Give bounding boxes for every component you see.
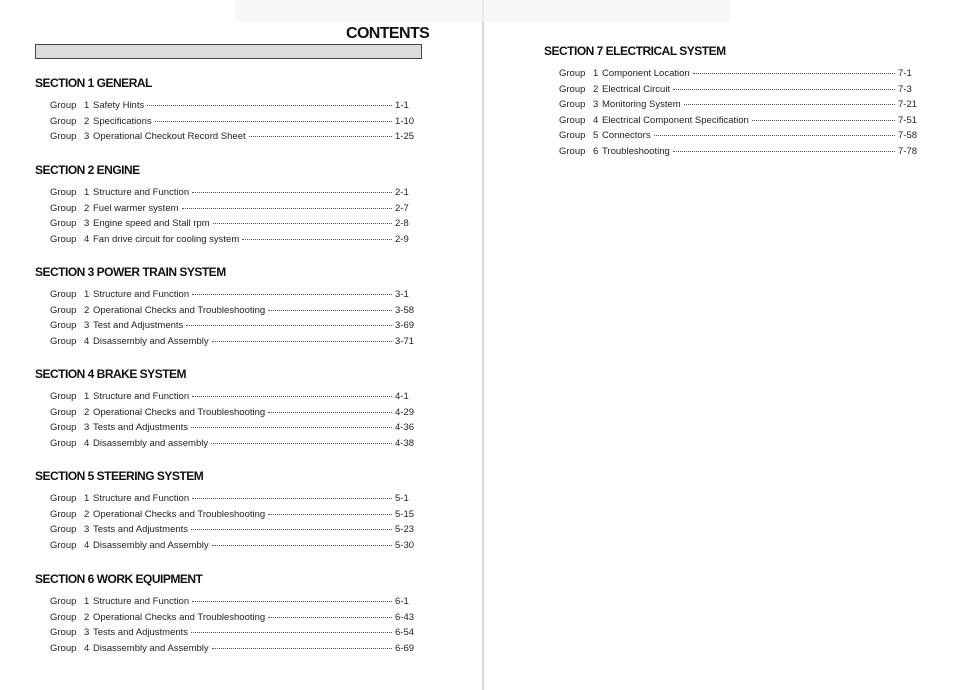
toc-entry[interactable] — [50, 405, 415, 421]
group-label: Group — [50, 406, 77, 418]
group-label: Group — [50, 437, 77, 449]
group-title: Tests and Adjustments — [93, 524, 189, 535]
group-label: Group — [50, 627, 77, 638]
group-title: Operational Checks and Troubleshooting — [93, 508, 266, 520]
page-number: 2-1 — [395, 187, 409, 198]
group-title: Tests and Adjustments — [93, 422, 189, 433]
dot-leader — [213, 222, 392, 224]
toc-entry[interactable] — [559, 97, 918, 113]
group-list — [50, 98, 415, 145]
section-title: SECTION 2 ENGINE — [35, 163, 140, 177]
page-number: 5-30 — [395, 539, 415, 551]
dot-leader — [684, 103, 895, 105]
group-number: 2 — [84, 508, 90, 520]
group-list — [50, 389, 415, 451]
group-label: Group — [559, 145, 586, 157]
group-list — [559, 66, 918, 159]
group-label: Group — [50, 493, 77, 504]
group-title: Fan drive circuit for cooling system — [93, 233, 240, 245]
scan-artifact — [235, 0, 730, 22]
page-number: 1-25 — [395, 131, 415, 142]
group-label: Group — [50, 202, 77, 214]
group-number: 4 — [84, 437, 90, 449]
section-title: SECTION 3 POWER TRAIN SYSTEM — [35, 265, 226, 279]
group-number: 4 — [593, 114, 599, 126]
dot-leader — [147, 104, 392, 106]
page-number: 4-29 — [395, 406, 415, 418]
dot-leader — [192, 191, 392, 193]
dot-leader — [268, 513, 392, 515]
group-label: Group — [50, 115, 77, 127]
dot-leader — [268, 616, 392, 618]
toc-section — [35, 75, 415, 145]
group-label: Group — [50, 289, 77, 300]
group-label: Group — [50, 508, 77, 520]
contents-title-bar — [35, 44, 422, 59]
dot-leader — [242, 238, 392, 240]
dot-leader — [693, 72, 895, 74]
toc-section — [35, 468, 415, 553]
page-number: 7-78 — [898, 145, 918, 157]
dot-leader — [192, 497, 392, 499]
section-title: SECTION 4 BRAKE SYSTEM — [35, 367, 187, 381]
group-list — [50, 287, 415, 349]
toc-entry[interactable] — [559, 66, 918, 82]
dot-leader — [191, 426, 392, 428]
toc-entry[interactable] — [50, 538, 415, 554]
page-number: 2-7 — [395, 202, 409, 214]
group-number: 1 — [84, 391, 90, 402]
toc-entry[interactable] — [559, 128, 918, 144]
group-label: Group — [50, 596, 77, 607]
dot-leader — [192, 395, 392, 397]
group-number: 3 — [84, 131, 90, 142]
page-number: 4-36 — [395, 422, 415, 433]
group-number: 2 — [84, 611, 90, 623]
group-title: Structure and Function — [93, 391, 190, 402]
page-number: 3-71 — [395, 335, 415, 347]
page-number: 2-9 — [395, 233, 409, 245]
group-label: Group — [50, 187, 77, 198]
group-number: 2 — [84, 304, 90, 316]
page-number: 2-8 — [395, 218, 409, 229]
page-number: 3-1 — [395, 289, 409, 300]
toc-section — [35, 264, 415, 349]
page-number: 7-58 — [898, 130, 918, 141]
toc-entry[interactable] — [50, 232, 415, 248]
group-label: Group — [50, 320, 77, 331]
toc-entry[interactable] — [559, 113, 918, 129]
toc-entry[interactable] — [559, 82, 918, 98]
page-number: 3-69 — [395, 320, 415, 331]
group-label: Group — [50, 100, 77, 111]
dot-leader — [212, 340, 392, 342]
group-title: Structure and Function — [93, 187, 190, 198]
section-title: SECTION 7 ELECTRICAL SYSTEM — [544, 44, 726, 58]
toc-entry[interactable] — [50, 436, 415, 452]
group-title: Troubleshooting — [602, 145, 670, 157]
page-number: 6-54 — [395, 627, 415, 638]
page-number: 7-3 — [898, 83, 912, 95]
group-title: Electrical Circuit — [602, 83, 671, 95]
group-number: 4 — [84, 233, 90, 245]
group-title: Disassembly and Assembly — [93, 642, 209, 654]
dot-leader — [268, 411, 392, 413]
group-title: Structure and Function — [93, 289, 190, 300]
group-title: Disassembly and Assembly — [93, 335, 209, 347]
toc-entry[interactable] — [50, 420, 415, 436]
toc-entry[interactable] — [50, 318, 415, 334]
group-number: 4 — [84, 642, 90, 654]
page-number: 4-38 — [395, 437, 415, 449]
dot-leader — [212, 544, 392, 546]
dot-leader — [182, 207, 392, 209]
toc-section — [35, 162, 415, 247]
group-list — [50, 594, 415, 656]
group-label: Group — [50, 611, 77, 623]
page-number: 1-10 — [395, 115, 415, 127]
dot-leader — [192, 600, 392, 602]
toc-entry[interactable] — [50, 114, 415, 130]
dot-leader — [191, 528, 392, 530]
group-number: 4 — [84, 539, 90, 551]
group-title: Specifications — [93, 115, 152, 127]
toc-entry[interactable] — [50, 98, 415, 114]
page-number: 5-15 — [395, 508, 415, 520]
group-label: Group — [559, 68, 586, 79]
toc-entry[interactable] — [50, 491, 415, 507]
page-number: 7-21 — [898, 99, 918, 110]
dot-leader — [654, 134, 895, 136]
dot-leader — [673, 88, 895, 90]
toc-entry[interactable] — [50, 610, 415, 626]
dot-leader — [268, 309, 392, 311]
group-label: Group — [50, 218, 77, 229]
dot-leader — [249, 135, 392, 137]
page-number: 3-58 — [395, 304, 415, 316]
toc-section — [544, 43, 918, 159]
page-number: 4-1 — [395, 391, 409, 402]
section-title: SECTION 5 STEERING SYSTEM — [35, 469, 204, 483]
toc-entry[interactable] — [50, 201, 415, 217]
toc-entry[interactable] — [50, 641, 415, 657]
group-title: Test and Adjustments — [93, 320, 184, 331]
group-number: 3 — [84, 218, 90, 229]
group-number: 1 — [84, 100, 90, 111]
group-label: Group — [50, 304, 77, 316]
group-number: 2 — [593, 83, 599, 95]
group-label: Group — [50, 233, 77, 245]
toc-entry[interactable] — [50, 625, 415, 641]
group-label: Group — [50, 642, 77, 654]
group-list — [50, 491, 415, 553]
page-number: 7-1 — [898, 68, 912, 79]
toc-entry[interactable] — [559, 144, 918, 160]
group-number: 3 — [84, 627, 90, 638]
page-number: 5-23 — [395, 524, 415, 535]
contents-title: CONTENTS — [346, 25, 430, 42]
dot-leader — [191, 631, 392, 633]
dot-leader — [192, 293, 392, 295]
group-label: Group — [559, 130, 586, 141]
group-title: Tests and Adjustments — [93, 627, 189, 638]
toc-entry[interactable] — [50, 129, 415, 145]
group-title: Structure and Function — [93, 493, 190, 504]
group-title: Safety Hints — [93, 100, 145, 111]
group-title: Operational Checks and Troubleshooting — [93, 304, 266, 316]
page-number: 6-1 — [395, 596, 409, 607]
group-title: Engine speed and Stall rpm — [93, 218, 210, 229]
dot-leader — [673, 150, 895, 152]
group-list — [50, 185, 415, 247]
group-number: 2 — [84, 115, 90, 127]
group-number: 1 — [84, 493, 90, 504]
group-title: Monitoring System — [602, 99, 681, 110]
page-number: 7-51 — [898, 114, 918, 126]
toc-entry[interactable] — [50, 185, 415, 201]
page-number: 6-69 — [395, 642, 415, 654]
group-number: 1 — [84, 596, 90, 607]
group-label: Group — [50, 391, 77, 402]
group-title: Operational Checks and Troubleshooting — [93, 406, 266, 418]
dot-leader — [752, 119, 895, 121]
group-label: Group — [50, 422, 77, 433]
group-number: 3 — [84, 320, 90, 331]
group-number: 2 — [84, 406, 90, 418]
group-title: Structure and Function — [93, 596, 190, 607]
section-title: SECTION 1 GENERAL — [35, 76, 152, 90]
toc-section — [35, 571, 415, 656]
group-number: 1 — [84, 289, 90, 300]
dot-leader — [211, 442, 392, 444]
group-title: Component Location — [602, 68, 690, 79]
group-title: Disassembly and Assembly — [93, 539, 209, 551]
toc-entry[interactable] — [50, 389, 415, 405]
group-number: 3 — [593, 99, 599, 110]
group-title: Connectors — [602, 130, 651, 141]
group-title: Operational Checkout Record Sheet — [93, 131, 246, 142]
group-label: Group — [559, 114, 586, 126]
toc-section — [35, 366, 415, 451]
dot-leader — [212, 647, 392, 649]
dot-leader — [186, 324, 392, 326]
page-number: 5-1 — [395, 493, 409, 504]
group-number: 3 — [84, 524, 90, 535]
group-label: Group — [559, 99, 586, 110]
group-number: 3 — [84, 422, 90, 433]
group-label: Group — [50, 335, 77, 347]
group-number: 1 — [593, 68, 599, 79]
toc-entry[interactable] — [50, 334, 415, 350]
toc-entry[interactable] — [50, 303, 415, 319]
group-number: 2 — [84, 202, 90, 214]
section-title: SECTION 6 WORK EQUIPMENT — [35, 572, 203, 586]
group-title: Operational Checks and Troubleshooting — [93, 611, 266, 623]
group-title: Disassembly and assembly — [93, 437, 209, 449]
toc-entry[interactable] — [50, 507, 415, 523]
group-title: Fuel warmer system — [93, 202, 179, 214]
group-label: Group — [50, 524, 77, 535]
toc-entry[interactable] — [50, 522, 415, 538]
group-number: 5 — [593, 130, 599, 141]
group-number: 1 — [84, 187, 90, 198]
page-number: 6-43 — [395, 611, 415, 623]
group-title: Electrical Component Specification — [602, 114, 749, 126]
toc-entry[interactable] — [50, 216, 415, 232]
group-number: 6 — [593, 145, 599, 157]
group-label: Group — [50, 131, 77, 142]
toc-entry[interactable] — [50, 287, 415, 303]
page-number: 1-1 — [395, 100, 409, 111]
group-number: 4 — [84, 335, 90, 347]
group-label: Group — [50, 539, 77, 551]
group-label: Group — [559, 83, 586, 95]
dot-leader — [155, 120, 392, 122]
toc-entry[interactable] — [50, 594, 415, 610]
